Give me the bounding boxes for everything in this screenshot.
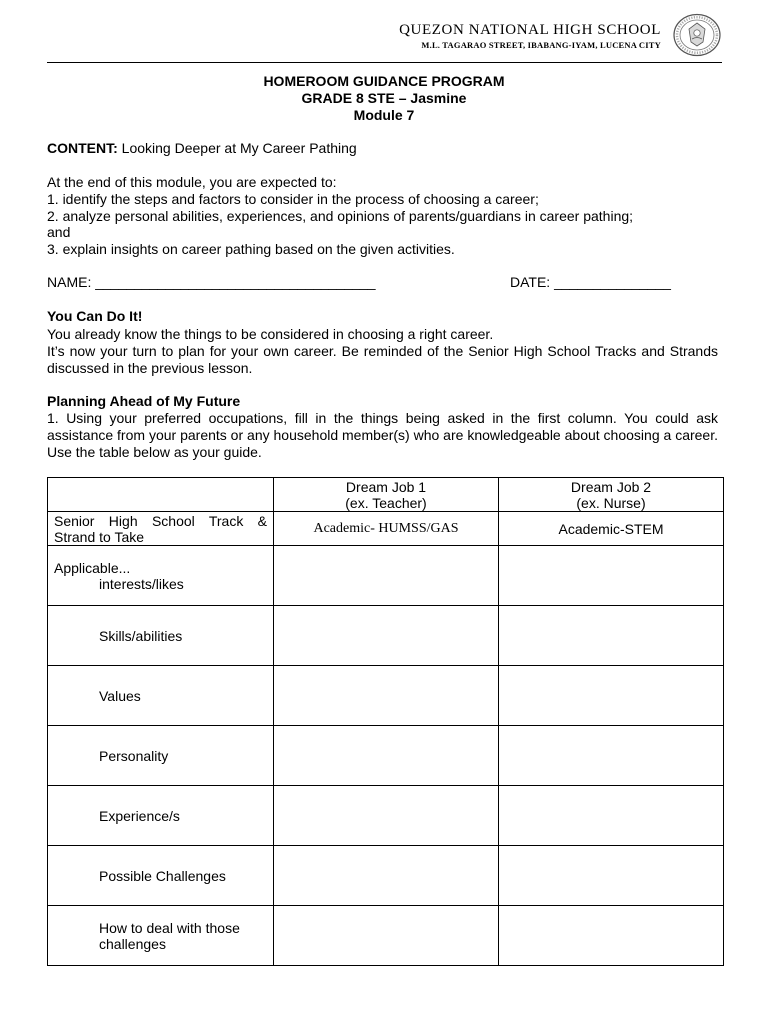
dream-job-2-title: Dream Job 2 bbox=[570, 478, 652, 495]
row-label-values: Values bbox=[48, 666, 274, 726]
interests-label: interests/likes bbox=[99, 575, 184, 592]
table-header-blank bbox=[48, 478, 274, 512]
objective-item: 1. identify the steps and factors to consider in the process of choosing a career; bbox=[47, 191, 539, 207]
table-row bbox=[48, 906, 724, 966]
answer-cell-job2[interactable] bbox=[499, 786, 724, 846]
table-row bbox=[48, 846, 724, 906]
dream-job-1-title: Dream Job 1 bbox=[345, 478, 427, 495]
row-label-challenges: Possible Challenges bbox=[48, 846, 274, 906]
answer-cell-job1[interactable] bbox=[274, 786, 499, 846]
career-planning-table bbox=[47, 477, 724, 966]
school-address: M.L. TAGARAO STREET, IBABANG-IYAM, LUCENA CITY bbox=[421, 40, 661, 50]
dream-job-1-example: (ex. Teacher) bbox=[345, 494, 427, 511]
section2-instruction: 1. Using your preferred occupations, fill in the things being asked in the first column. You could ask assistance from your parents or any household member(s) who are knowledgeable about choosing a career. Use the table below as your guide. bbox=[47, 410, 718, 460]
answer-cell-job1[interactable] bbox=[274, 726, 499, 786]
section1-line1: You already know the things to be considered in choosing a right career. bbox=[47, 326, 494, 342]
answer-cell-job2[interactable] bbox=[499, 846, 724, 906]
row-label-deal-with-challenges: How to deal with those challenges bbox=[48, 906, 274, 966]
deped-seal-icon bbox=[672, 13, 722, 57]
school-name: QUEZON NATIONAL HIGH SCHOOL bbox=[399, 22, 661, 38]
answer-cell-job2[interactable] bbox=[499, 726, 724, 786]
track-label-cell: Senior High School Track & Strand to Take bbox=[48, 512, 274, 546]
section-heading-you-can-do-it: You Can Do It! bbox=[47, 308, 143, 324]
table-row bbox=[48, 726, 724, 786]
track-job1-cell: Academic- HUMSS/GAS bbox=[274, 512, 499, 546]
objective-item: 3. explain insights on career pathing based on the given activities. bbox=[47, 241, 455, 257]
objective-item: and bbox=[47, 224, 71, 240]
table-row bbox=[48, 666, 724, 726]
track-job2-cell: Academic-STEM bbox=[499, 512, 724, 546]
answer-cell-job2[interactable] bbox=[499, 906, 724, 966]
dream-job-2-example: (ex. Nurse) bbox=[576, 494, 646, 511]
applicable-label: Applicable... bbox=[54, 559, 131, 576]
section1-line2: It’s now your turn to plan for your own career. Be reminded of the Senior High School Tracks and Strands discussed in the previous lesson. bbox=[47, 343, 718, 376]
row-label-interests bbox=[48, 546, 274, 606]
grade-title: GRADE 8 STE – Jasmine bbox=[301, 90, 467, 106]
answer-cell-job2[interactable] bbox=[499, 606, 724, 666]
table-row-track bbox=[48, 512, 724, 546]
module-title: Module 7 bbox=[353, 107, 415, 123]
row-label-skills: Skills/abilities bbox=[48, 606, 274, 666]
answer-cell-job1[interactable] bbox=[274, 546, 499, 606]
header-divider bbox=[47, 62, 722, 63]
content-line bbox=[47, 140, 357, 156]
content-label: CONTENT: bbox=[47, 140, 118, 156]
table-row bbox=[48, 546, 724, 606]
content-text: Looking Deeper at My Career Pathing bbox=[117, 140, 357, 156]
table-row bbox=[48, 786, 724, 846]
objective-item: 2. analyze personal abilities, experiences, and opinions of parents/guardians in career pathing; bbox=[47, 208, 634, 224]
answer-cell-job1[interactable] bbox=[274, 846, 499, 906]
section-heading-planning-ahead: Planning Ahead of My Future bbox=[47, 393, 241, 409]
program-title: HOMEROOM GUIDANCE PROGRAM bbox=[263, 73, 505, 89]
dream-job-2-header bbox=[499, 478, 724, 512]
answer-cell-job1[interactable] bbox=[274, 906, 499, 966]
name-field: NAME: ____________________________________ bbox=[47, 274, 376, 290]
answer-cell-job2[interactable] bbox=[499, 546, 724, 606]
answer-cell-job1[interactable] bbox=[274, 606, 499, 666]
row-label-personality: Personality bbox=[48, 726, 274, 786]
table-row bbox=[48, 606, 724, 666]
answer-cell-job2[interactable] bbox=[499, 666, 724, 726]
table-header-row bbox=[48, 478, 724, 512]
dream-job-1-header bbox=[274, 478, 499, 512]
objectives-intro: At the end of this module, you are expected to: bbox=[47, 174, 337, 190]
row-label-experiences: Experience/s bbox=[48, 786, 274, 846]
date-field: DATE: _______________ bbox=[510, 274, 671, 290]
answer-cell-job1[interactable] bbox=[274, 666, 499, 726]
